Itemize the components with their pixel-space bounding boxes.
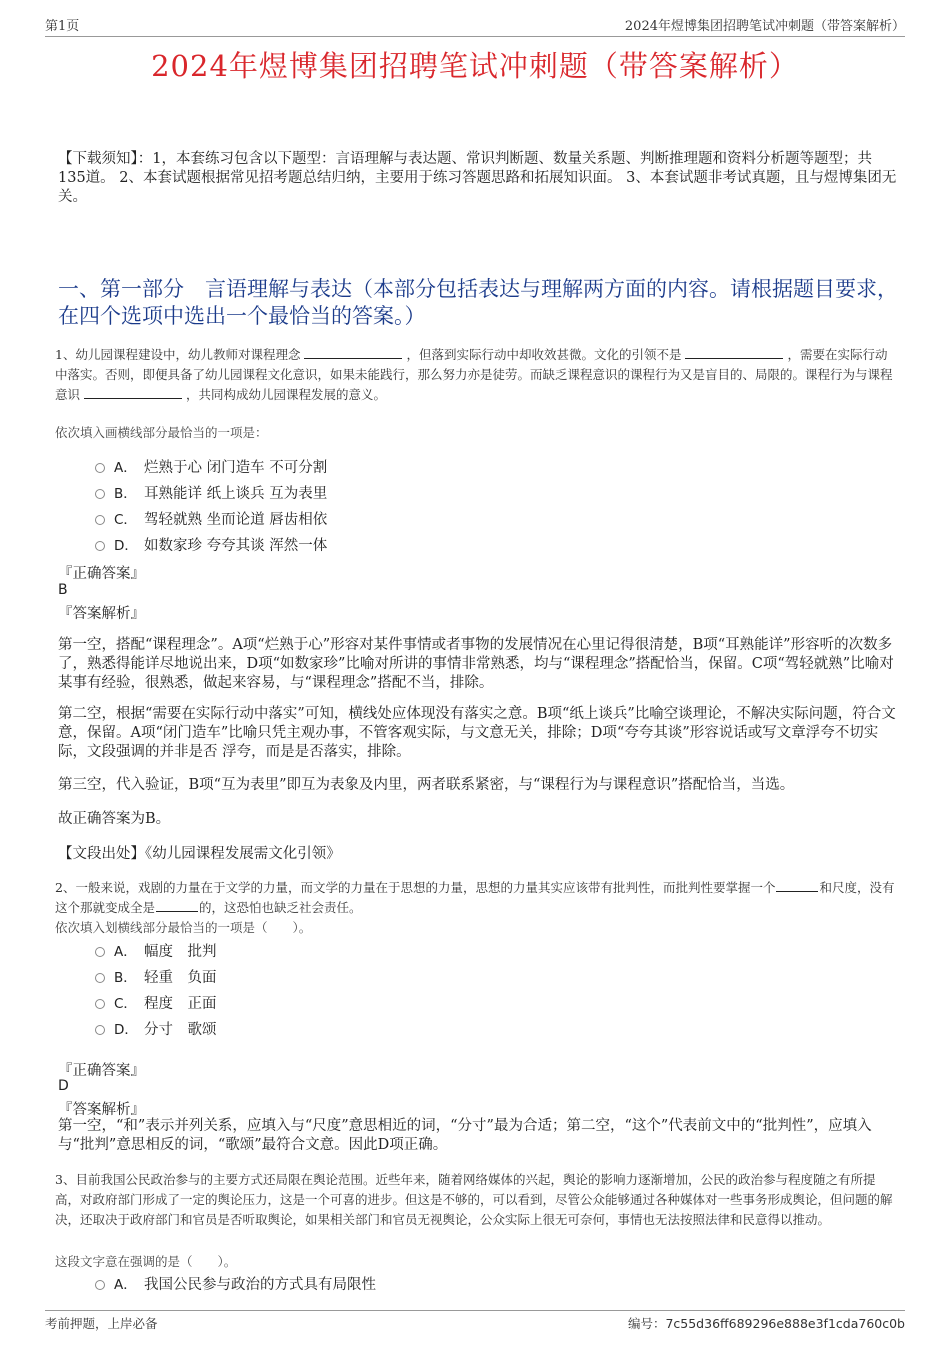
question-2-prompt: 依次填入划横线部分最恰当的一项是（ ）。 <box>55 920 312 935</box>
running-title: 2024年煜博集团招聘笔试冲刺题（带答案解析） <box>624 19 905 34</box>
source-note: 【文段出处】《幼儿园课程发展需文化引领》 <box>58 846 341 862</box>
radio-icon[interactable] <box>95 463 105 473</box>
blank-line <box>304 345 402 359</box>
radio-icon[interactable] <box>95 973 105 983</box>
page-header <box>45 14 905 37</box>
page-footer <box>45 1310 905 1332</box>
footer-slogan: 考前押题，上岸必备 <box>45 1316 158 1331</box>
blank-line <box>84 385 182 399</box>
analysis-paragraph: 第一空，“和”表示并列关系，应填入与“尺度”意思相近的词，“分寸”最为合适；第二空，“这个”代表前文中的“批判性”，应填入与“批判”意思相反的词，“歌颂”最符合文意。因此D项正确。 <box>58 1118 872 1153</box>
option-d[interactable]: D． 如数家珍 夸夸其谈 浑然一体 <box>95 531 327 557</box>
analysis-conclusion: 故正确答案为B。 <box>58 811 171 827</box>
question-1-prompt: 依次填入画横线部分最恰当的一项是： <box>55 425 268 440</box>
option-a[interactable]: A． 烂熟于心 闭门造车 不可分割 <box>95 453 327 479</box>
question-1-options <box>95 453 327 557</box>
analysis-label: 『答案解析』 <box>58 1102 145 1118</box>
analysis-paragraph: 第一空，搭配“课程理念”。A项“烂熟于心”形容对某件事情或者事物的发展情况在心里记得很清楚，B项“耳熟能详”形容听的次数多了，熟悉得能详尽地说出来，D项“如数家珍”比喻对所讲的事情非常熟悉，均与“课程理念”搭配恰当，保留。C项“驾轻就熟”比喻对某事有经验，很熟悉，做起来容易，与“课程理念”搭配不当，排除。 <box>58 637 894 691</box>
page-number: 第1页 <box>45 19 80 34</box>
download-notice: 【下载须知】：1，本套练习包含以下题型：言语理解与表达题、常识判断题、数量关系题、判断推理题和资料分析题等题型；共135道。 2、本套试题根据常见招考题总结归纳，主要用于练习答题思路和拓展知识面。 3、本套试题非考试真题，且与煜博集团无关。 <box>58 151 897 205</box>
question-3 <box>55 1170 898 1230</box>
correct-answer: D <box>58 1078 69 1094</box>
blank-line <box>776 878 818 892</box>
document-title: 2024年煜博集团招聘笔试冲刺题（带答案解析） <box>151 49 799 83</box>
question-1 <box>55 345 898 405</box>
radio-icon[interactable] <box>95 947 105 957</box>
blank-line <box>685 345 783 359</box>
option-b[interactable]: B． 轻重 负面 <box>95 963 217 989</box>
radio-icon[interactable] <box>95 515 105 525</box>
option-c[interactable]: C． 驾轻就熟 坐而论道 唇齿相依 <box>95 505 327 531</box>
correct-answer: B <box>58 582 68 598</box>
question-3-options <box>95 1270 376 1296</box>
option-d[interactable]: D． 分寸 歌颂 <box>95 1015 217 1041</box>
question-3-prompt: 这段文字意在强调的是（ ）。 <box>55 1254 237 1269</box>
option-b[interactable]: B． 耳熟能详 纸上谈兵 互为表里 <box>95 479 327 505</box>
answer-label: 『正确答案』 <box>58 1063 145 1079</box>
analysis-paragraph: 第二空，根据“需要在实际行动中落实”可知，横线处应体现没有落实之意。B项“纸上谈兵”比喻空谈理论，不解决实际问题，符合文意，保留。A项“闭门造车”比喻只凭主观办事，不管客观实际，与文意无关，排除；D项“夸夸其谈”形容说话或写文章浮夸不切实际，文段强调的并非是否 浮夸，而是是否落实，排除。 <box>58 706 896 760</box>
answer-label: 『正确答案』 <box>58 566 145 582</box>
question-2-text: 2、一般来说，戏剧的力量在于文学的力量，而文学的力量在于思想的力量，思想的力量其实应该带有批判性，而批判性要掌握一个 和尺度，没有这个那就变成全是 的，这恐怕也缺乏社会责任。 <box>55 880 895 915</box>
document-serial: 编号：7c55d36ff689296e888e3f1cda760c0b <box>627 1316 905 1331</box>
section-title: 一、第一部分 言语理解与表达（本部分包括表达与理解两方面的内容。请根据题目要求，在四个选项中选出一个最恰当的答案。） <box>58 277 898 328</box>
radio-icon[interactable] <box>95 1025 105 1035</box>
option-a[interactable]: A． 幅度 批判 <box>95 937 217 963</box>
question-1-text: 1、幼儿园课程建设中，幼儿教师对课程理念 ，但落到实际行动中却收效甚微。文化的引领不是 ，需要在实际行动中落实。否则，即便具备了幼儿园课程文化意识，如果未能践行，那么努力亦是徒劳。而缺乏课程意识的课程行为又是盲目的、局限的。课程行为与课程意识 ，共同构成幼儿园课程发展的意义。 <box>55 347 893 402</box>
option-c[interactable]: C． 程度 正面 <box>95 989 217 1015</box>
radio-icon[interactable] <box>95 489 105 499</box>
option-a[interactable]: A． 我国公民参与政治的方式具有局限性 <box>95 1270 376 1296</box>
blank-line <box>156 898 198 912</box>
question-2-options <box>95 937 217 1041</box>
analysis-label: 『答案解析』 <box>58 606 145 622</box>
question-3-text: 3、目前我国公民政治参与的主要方式还局限在舆论范围。近些年来，随着网络媒体的兴起，舆论的影响力逐渐增加，公民的政治参与程度随之有所提高，对政府部门形成了一定的舆论压力，这是一个可喜的进步。但这是不够的，可以看到，尽管公众能够通过各种媒体对一些事务形成舆论，但问题的解决，还取决于政府部门和官员是否听取舆论，如果相关部门和官员无视舆论，公众实际上很无可奈何，事情也无法按照法律和民意得以推动。 <box>55 1172 893 1227</box>
analysis-paragraph: 第三空，代入验证，B项“互为表里”即互为表象及内里，两者联系紧密，与“课程行为与课程意识”搭配恰当，当选。 <box>58 777 795 793</box>
radio-icon[interactable] <box>95 541 105 551</box>
radio-icon[interactable] <box>95 1280 105 1290</box>
radio-icon[interactable] <box>95 999 105 1009</box>
question-2 <box>55 878 898 918</box>
